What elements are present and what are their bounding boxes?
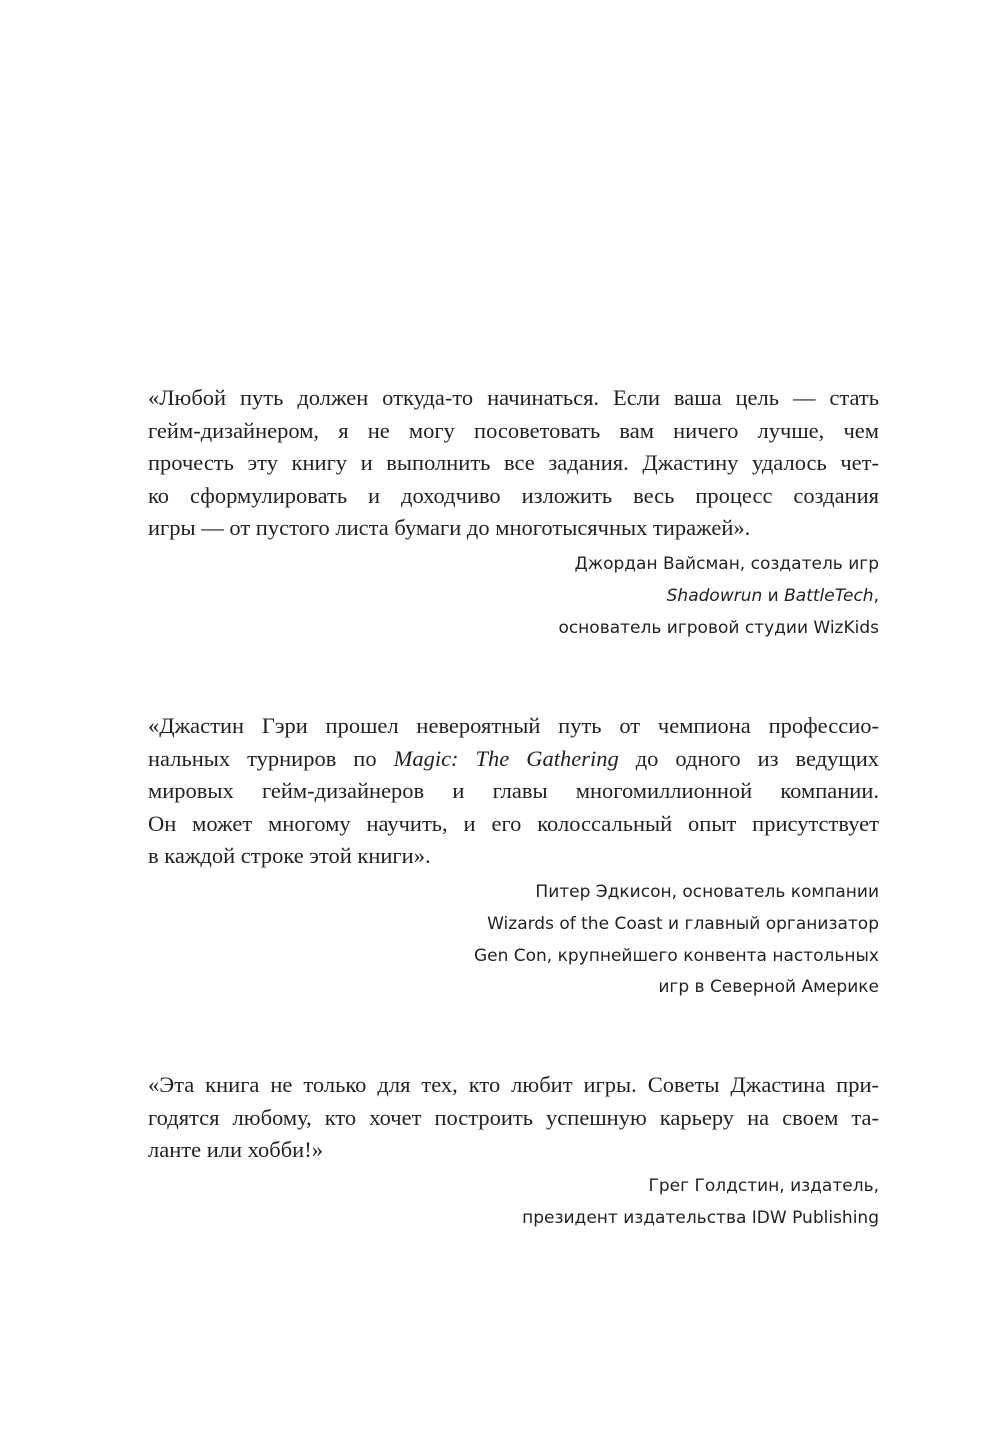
quote-1-attribution	[148, 549, 879, 644]
quote-line: гейм-дизайнером, я не могу посоветовать вам ничего лучше, чем	[148, 417, 879, 443]
quote-line: прочесть эту книгу и выполнить все задания. Джастину удалось чет-	[148, 450, 879, 476]
quote-1-text	[148, 382, 879, 545]
quote-text-segment: нальных турниров по	[148, 745, 394, 771]
quote-1	[148, 382, 879, 644]
quote-3	[148, 1069, 879, 1234]
quote-2	[148, 710, 879, 1004]
quote-line: в каждой строке этой книги».	[148, 843, 431, 869]
attribution-line: Грег Голдстин, издатель,	[648, 1175, 879, 1196]
quote-line: «Джастин Гэри прошел невероятный путь от чемпиона профессио-	[148, 713, 879, 738]
quote-line: ланте или хобби!»	[148, 1137, 323, 1163]
quote-line: годятся любому, кто хочет построить успешную карьеру на своем та-	[148, 1104, 879, 1130]
attribution-line: президент издательства IDW Publishing	[522, 1207, 879, 1228]
attribution-line: Питер Эдкисон, основатель компании	[535, 881, 879, 902]
attribution-line: Gen Con, крупнейшего конвента настольных	[473, 945, 879, 966]
comma: ,	[873, 585, 879, 606]
quote-3-text	[148, 1069, 879, 1167]
attribution-line: Джордан Вайсман, создатель игр	[574, 553, 879, 574]
game-title: BattleTech	[784, 585, 874, 606]
quote-3-attribution	[148, 1171, 879, 1235]
attribution-line: Wizards of the Coast и главный организатор	[487, 913, 879, 934]
quote-2-attribution	[148, 877, 879, 1004]
quote-line: «Любой путь должен откуда-то начинаться. Если ваша цель — стать	[148, 385, 879, 410]
attribution-line	[148, 581, 879, 613]
quote-line: ко сформулировать и доходчиво изложить весь процесс создания	[148, 482, 879, 508]
quote-line: мировых гейм-дизайнеров и главы многомиллионной компании.	[148, 778, 879, 804]
attribution-line: основатель игровой студии WizKids	[558, 617, 879, 638]
game-title: Magic: The Gathering	[393, 745, 619, 771]
quote-line: Он может многому научить, и его колоссальный опыт присутствует	[148, 810, 879, 836]
quote-line: игры — от пустого листа бумаги до многотысячных тиражей».	[148, 515, 751, 541]
quote-line	[148, 743, 879, 776]
quote-line: «Эта книга не только для тех, кто любит игры. Советы Джастина при-	[148, 1072, 879, 1097]
conjunction: и	[762, 585, 785, 606]
quote-text-segment: до одного из ведущих	[618, 745, 880, 771]
game-title: Shadowrun	[666, 585, 763, 606]
attribution-line: игр в Северной Америке	[658, 977, 879, 998]
quote-2-text	[148, 710, 879, 873]
